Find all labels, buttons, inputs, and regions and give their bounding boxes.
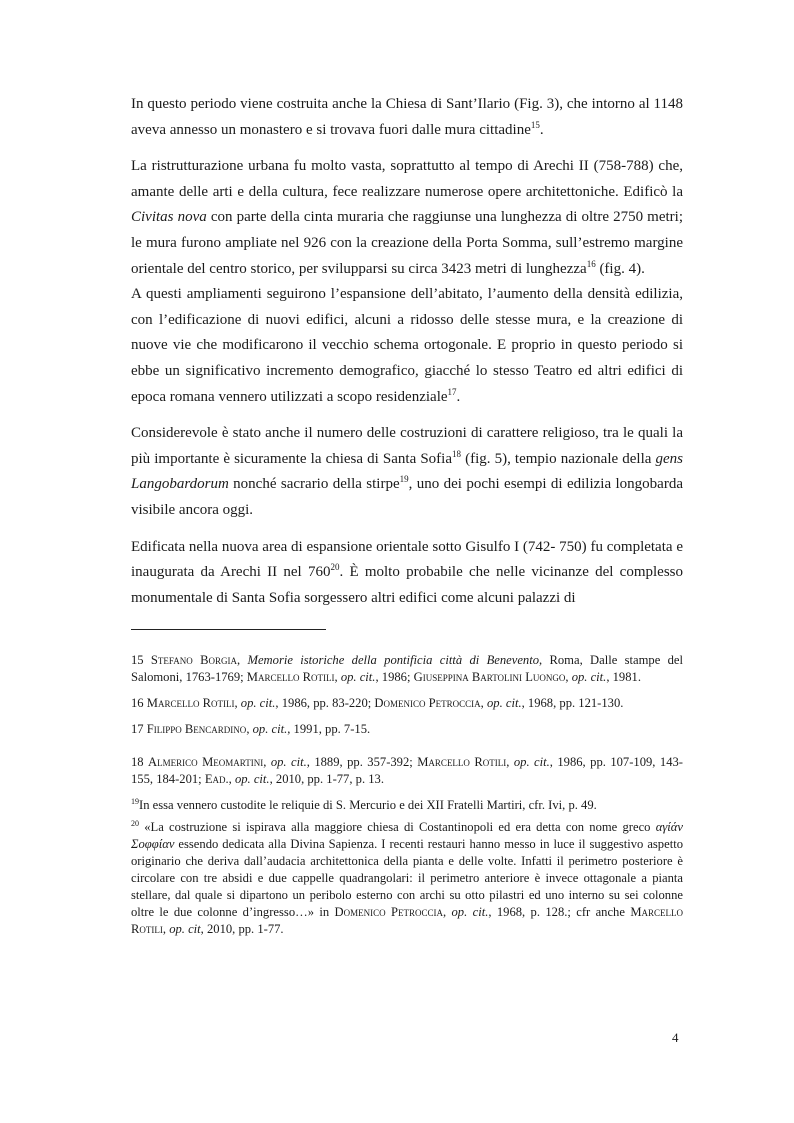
italic-text: op. cit. — [486, 696, 522, 711]
footnote-reference: 20 — [330, 562, 340, 573]
footnote-19 — [131, 797, 683, 814]
footnote-number: 19 — [131, 797, 139, 807]
text-run: . — [539, 121, 544, 138]
text-run: , uno dei pochi esempi di edilizia longobarda visibile ancora oggi. — [131, 476, 683, 518]
text-run: , 2010, pp. 1-77. — [200, 922, 284, 937]
text-run: , — [162, 922, 170, 937]
author-name: Giuseppina Bartolini Luongo — [413, 670, 566, 685]
footnote-reference: 16 — [586, 258, 596, 269]
body-paragraph-2 — [131, 154, 683, 282]
text-run: , 1981. — [606, 670, 641, 685]
italic-text: op. cit. — [451, 905, 489, 920]
text-run: 18 — [131, 755, 149, 770]
italic-text: Civitas nova — [131, 209, 207, 226]
italic-text: op. cit. — [571, 670, 607, 685]
body-paragraph-3 — [131, 282, 683, 410]
text-run: , — [480, 696, 487, 711]
italic-text: αγίάν Σοφφίαν — [131, 820, 683, 852]
footnote-reference: 17 — [447, 386, 457, 397]
footnote-number: 20 — [131, 819, 139, 829]
text-run: . — [456, 388, 461, 405]
text-run: Edificata nella nuova area di espansione orientale sotto Gisulfo I (742- 750) fu completata e inaugurata da Arechi II nel 760 — [131, 538, 683, 581]
author-name: Stefano Borgia — [150, 653, 237, 668]
body-paragraph-4 — [131, 421, 683, 523]
text-run: nonché sacrario della stirpe — [228, 476, 400, 493]
text-run: . È molto probabile che nelle vicinanze del complesso monumentale di Santa Sofia sorgessero altri edifici come alcuni palazzi di — [131, 564, 683, 606]
text-run: , — [228, 772, 235, 787]
text-run: A questi ampliamenti seguirono l’espansione dell’abitato, l’aumento della densità edilizia, con l’edificazione di nuovi edifici, alcuni a ridosso delle stesse mura, e la creazione di nuove vie che modificarono il vecchio schema ortogonale. E proprio in questo periodo si ebbe un significativo incremento demografico, giacché lo stesso Teatro ed altri edifici di epoca romana vennero utilizzati a scopo residenziale — [131, 286, 683, 405]
text-run: In questo periodo viene costruita anche la Chiesa di Sant’Ilario (Fig. 3), che intorno al 1148 aveva annesso un monastero e si trovava fuori dalle mura cittadine — [131, 96, 683, 138]
text-run: (fig. 5), tempio nazionale della — [461, 450, 656, 467]
footnote-17 — [131, 721, 683, 738]
italic-text: op. cit. — [270, 755, 307, 770]
text-run: , 2010, pp. 1-77, p. 13. — [269, 772, 384, 787]
italic-text: op. cit — [169, 922, 201, 937]
italic-text: op. cit. — [340, 670, 376, 685]
author-name: Filippo Bencardino — [146, 722, 247, 737]
text-run: «La costruzione si ispirava alla maggiore chiesa di Costantinopoli ed era detta con nome greco — [139, 820, 656, 835]
footnote-separator — [131, 629, 326, 630]
text-run: , 1991, pp. 7-15. — [287, 722, 371, 737]
text-run: 17 — [131, 722, 147, 737]
italic-text: op. cit. — [234, 772, 270, 787]
text-run: , 1986; — [375, 670, 414, 685]
text-run: , — [234, 696, 241, 711]
text-run: (fig. 4). — [595, 260, 645, 277]
text-run: , 1889, pp. 357-392; — [306, 755, 418, 770]
text-run: , — [565, 670, 572, 685]
footnote-reference: 15 — [530, 119, 540, 130]
text-run: Considerevole è stato anche il numero delle costruzioni di carattere religioso, tra le quali la più importante è sicuramente la chiesa di Santa Sofia — [131, 425, 683, 467]
text-run: essendo dedicata alla Divina Sapienza. I recenti restauri hanno messo in luce il suggestivo aspetto originario che deriva dall’audacia architettonica della pianta e delle volte. Infatti il perimetro posteriore è circolare con tre absidi e due cappelle quadrangolari: il perimetro anteriore è invece ottagonale a pianta stellare, dal quale si dipartono un peribolo esterno con archi su otto pilastri ed uno interno su sei colonne oltre le due colonne d’ingresso…» in — [131, 837, 683, 920]
text-run: , Roma, Dalle stampe del Salomoni, 1763-1769; — [131, 653, 684, 685]
text-run: , 1986, pp. 107-109, 143-155, 184-201; — [131, 755, 683, 787]
footnote-15 — [131, 652, 683, 686]
footnote-reference: 18 — [452, 448, 461, 459]
page-number: 4 — [672, 1030, 679, 1045]
footnotes — [131, 652, 683, 938]
italic-text: gens Langobardorum — [131, 450, 683, 493]
text-run: con parte della cinta muraria che raggiunse una lunghezza di oltre 2750 metri; le mura furono ampliate nel 926 con la creazione della Porta Somma, sull’estremo margine orientale del centro storico, per svilupparsi su circa 3423 metri di lunghezza — [131, 209, 683, 277]
italic-text: op. cit. — [240, 696, 276, 711]
footnote-16 — [131, 695, 683, 712]
text-run: , — [442, 905, 452, 920]
author-name: Marcello Rotili — [417, 755, 507, 770]
text-run: , 1968, p. 128.; cfr anche — [488, 905, 631, 920]
footnote-18 — [131, 754, 683, 788]
text-run: In essa vennero custodite le reliquie di S. Mercurio e dei XII Fratelli Martiri, cfr. Ivi, p. 49. — [139, 798, 597, 813]
text-run: 15 — [131, 653, 151, 668]
page-body — [131, 92, 683, 938]
author-name: Marcello Rotili — [131, 905, 684, 937]
text-run: 16 — [131, 696, 147, 711]
author-name: Almerico Meomartini — [148, 755, 264, 770]
text-run: La ristrutturazione urbana fu molto vasta, soprattutto al tempo di Arechi II (758-788) che, amante delle arti e della cultura, fece realizzare numerose opere architettoniche. Edificò la — [131, 158, 683, 200]
body-paragraph-1 — [131, 92, 683, 143]
text-run: , — [236, 653, 248, 668]
text-run: , — [506, 755, 514, 770]
text-run: , — [334, 670, 341, 685]
text-run: , 1986, pp. 83-220; — [275, 696, 375, 711]
author-name: Marcello Rotili — [146, 696, 235, 711]
author-name: Marcello Rotili — [246, 670, 335, 685]
italic-text: Memorie istoriche della pontificia città di Benevento — [247, 653, 540, 668]
body-paragraph-5 — [131, 535, 683, 612]
italic-text: op. cit. — [252, 722, 288, 737]
text-run: , — [246, 722, 253, 737]
author-name: Domenico Petroccia — [334, 905, 443, 920]
text-run: , — [263, 755, 271, 770]
author-name: Ead. — [204, 772, 229, 787]
footnote-reference: 19 — [399, 474, 409, 485]
text-run: , 1968, pp. 121-130. — [521, 696, 624, 711]
footnote-20 — [131, 819, 683, 938]
author-name: Domenico Petroccia — [374, 696, 481, 711]
italic-text: op. cit. — [513, 755, 550, 770]
